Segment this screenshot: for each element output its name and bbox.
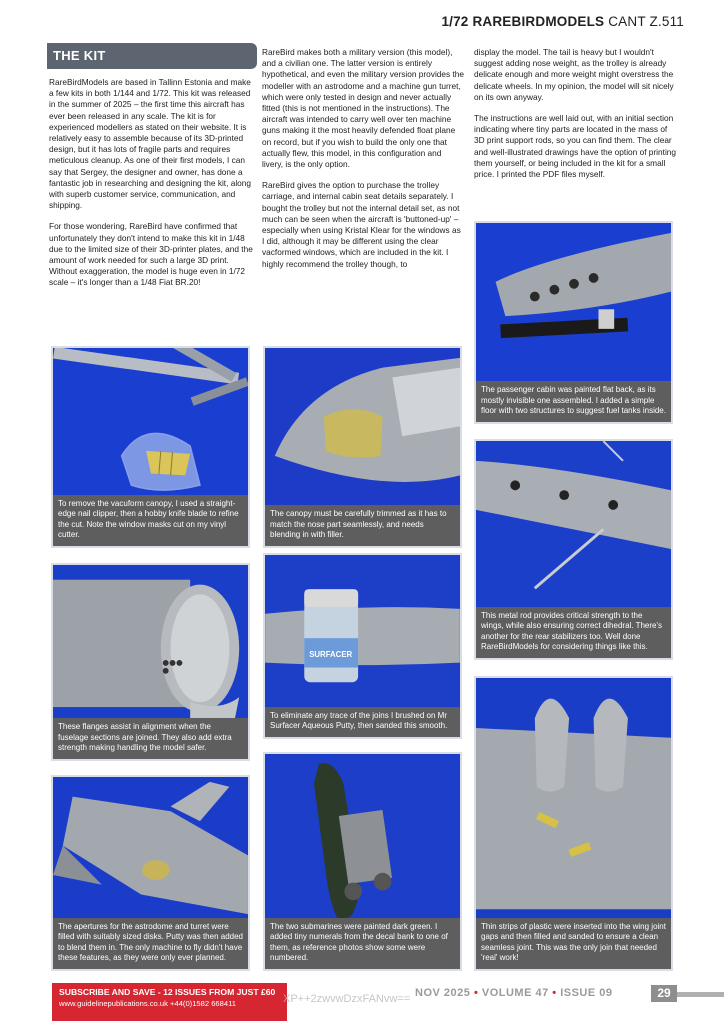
caption-canopy: The canopy must be carefully trimmed as it has to match the nose part seamlessly, and needs blending in with filler. bbox=[265, 505, 460, 546]
paragraph: For those wondering, RareBird have confirmed that unfortunately they don't intend to make this kit in 1/48 due to the limited size of their 3D-printer plates, and the amount of work needed for such a large 3D print. Without exaggeration, the model is huge even in 1/72 scale – it's longer than a 1/48 Fiat BR.20! bbox=[49, 221, 253, 288]
paragraph: RareBird makes both a military version (this model), and a civilian one. The latter version is entirely hypothetical, and even the military version provides the modeller with an astrodome and a machine gun turret, which were only tested in design and never actually fitted (this is not mentioned in the instructions). The aircraft was intended to carry well over ten machine guns making it the most heavily defended float plane on record, but if you wish to build the only one that actually flew, this model, in this configuration and livery, is the only option. bbox=[262, 47, 465, 170]
section-title: THE KIT bbox=[53, 48, 106, 63]
photo-canopy-nose bbox=[263, 346, 462, 548]
caption-flanges: These flanges assist in alignment when the fuselage sections are joined. They also add extra strength making handling the model safer. bbox=[53, 718, 248, 759]
paragraph: RareBirdModels are based in Tallinn Estonia and make a few kits in both 1/144 and 1/72. This kit was released in the summer of 2025 – the first time this aircraft has ever been released in any scale. The kit is for experienced modellers as stated on their website. It is relatively easy to assemble because of its 3D-printed design, but it has lots of fragile parts and requires meticulous cleanup. As one of their first models, I can say that Sergey, the designer and owner, has done a fantastic job in researching and designing the kit, along with superb customer service, communication, and shipping. bbox=[49, 77, 252, 211]
watermark: XP++2zwvwDzxFANvw== bbox=[283, 993, 411, 1005]
page-number: 29 bbox=[651, 985, 677, 1002]
subscribe-url[interactable]: www.guidelinepublications.co.uk bbox=[59, 999, 168, 1008]
photo-plastic-strips bbox=[474, 676, 673, 971]
footer-issue-info: NOV 2025 • VOLUME 47 • ISSUE 09 bbox=[415, 987, 613, 999]
footer-date: NOV 2025 bbox=[415, 987, 471, 999]
subscribe-title: SUBSCRIBE AND SAVE - 12 ISSUES FROM JUST £60 bbox=[59, 987, 276, 997]
photo-passenger-cabin bbox=[474, 221, 673, 424]
paragraph: display the model. The tail is heavy but I wouldn't suggest adding nose weight, as the trolley is already delicate enough and more weight might overstress the delicate wheels. In my opinion, the model will sit nicely on its own anyway. bbox=[474, 47, 674, 102]
photo-vacform-canopy bbox=[51, 346, 250, 548]
header-title-light: CANT Z.511 bbox=[608, 14, 684, 29]
caption-metal-rod: This metal rod provides critical strength to the wings, while also ensuring correct dihedral. There's another for the rear stabilizers too. Well done RareBirdModels for considering things like this. bbox=[476, 607, 671, 658]
photo-putty bbox=[263, 553, 462, 739]
photo-metal-rod bbox=[474, 439, 673, 660]
text-column-3 bbox=[474, 47, 676, 190]
caption-putty: To eliminate any trace of the joins I brushed on Mr Surfacer Aqueous Putty, then sanded this smooth. bbox=[265, 707, 460, 737]
section-title-bar bbox=[47, 43, 257, 69]
caption-vacform: To remove the vacuform canopy, I used a straight-edge nail clipper, then a hobby knife blade to refine the cut. Note the window masks cut on my vinyl cutter. bbox=[53, 495, 248, 546]
caption-strips: Thin strips of plastic were inserted into the wing joint gaps and then filled and sanded to ensure a clean seamless joint. This was the only join that needed 'real' work! bbox=[476, 918, 671, 969]
caption-apertures: The apertures for the astrodome and turret were filled with suitably sized disks. Putty was then added to blend them in. The only machine to fly didn't have these features, as they were only ever planned. bbox=[53, 918, 248, 969]
subscribe-box[interactable] bbox=[52, 983, 287, 1021]
footer-volume: VOLUME 47 bbox=[481, 987, 549, 999]
subscribe-contact bbox=[59, 999, 236, 1008]
caption-cabin: The passenger cabin was painted flat back, as its mostly invisible one assembled. I added a simple floor with two structures to suggest fuel tanks inside. bbox=[476, 381, 671, 422]
subscribe-phone: +44(0)1582 668411 bbox=[170, 999, 236, 1008]
text-column-2 bbox=[262, 47, 464, 280]
footer-issue: ISSUE 09 bbox=[560, 987, 613, 999]
footer-bar bbox=[677, 992, 724, 997]
paragraph: RareBird gives the option to purchase the trolley carriage, and internal cabin seat details separately. I bought the trolley but not the internal detail set, as not much can be seen when the aircraft is 'buttoned-up' – especially when using Kristal Klear for the windows as I did, although it may be different using the clear vacformed windows, which are included in the kit. I highly recommend the trolley though, to bbox=[262, 180, 461, 269]
page-header bbox=[441, 14, 684, 29]
photo-apertures bbox=[51, 775, 250, 971]
text-column-1 bbox=[49, 77, 254, 299]
paragraph: The instructions are well laid out, with an initial section indicating where tiny parts are located in the mass of 3D print support rods, so you can find them. The clear and well-illustrated drawings have the option of printing them yourself, or being included in the kit for a small price. I printed the PDF files myself. bbox=[474, 113, 677, 180]
header-title-bold: 1/72 RAREBIRDMODELS bbox=[441, 14, 605, 29]
photo-submarines bbox=[263, 752, 462, 971]
photo-flanges bbox=[51, 563, 250, 761]
jar-label: SURFACER bbox=[309, 649, 353, 659]
caption-submarines: The two submarines were painted dark green. I added tiny numerals from the decal bank to one of them, as reference photos show some were numbered. bbox=[265, 918, 460, 969]
